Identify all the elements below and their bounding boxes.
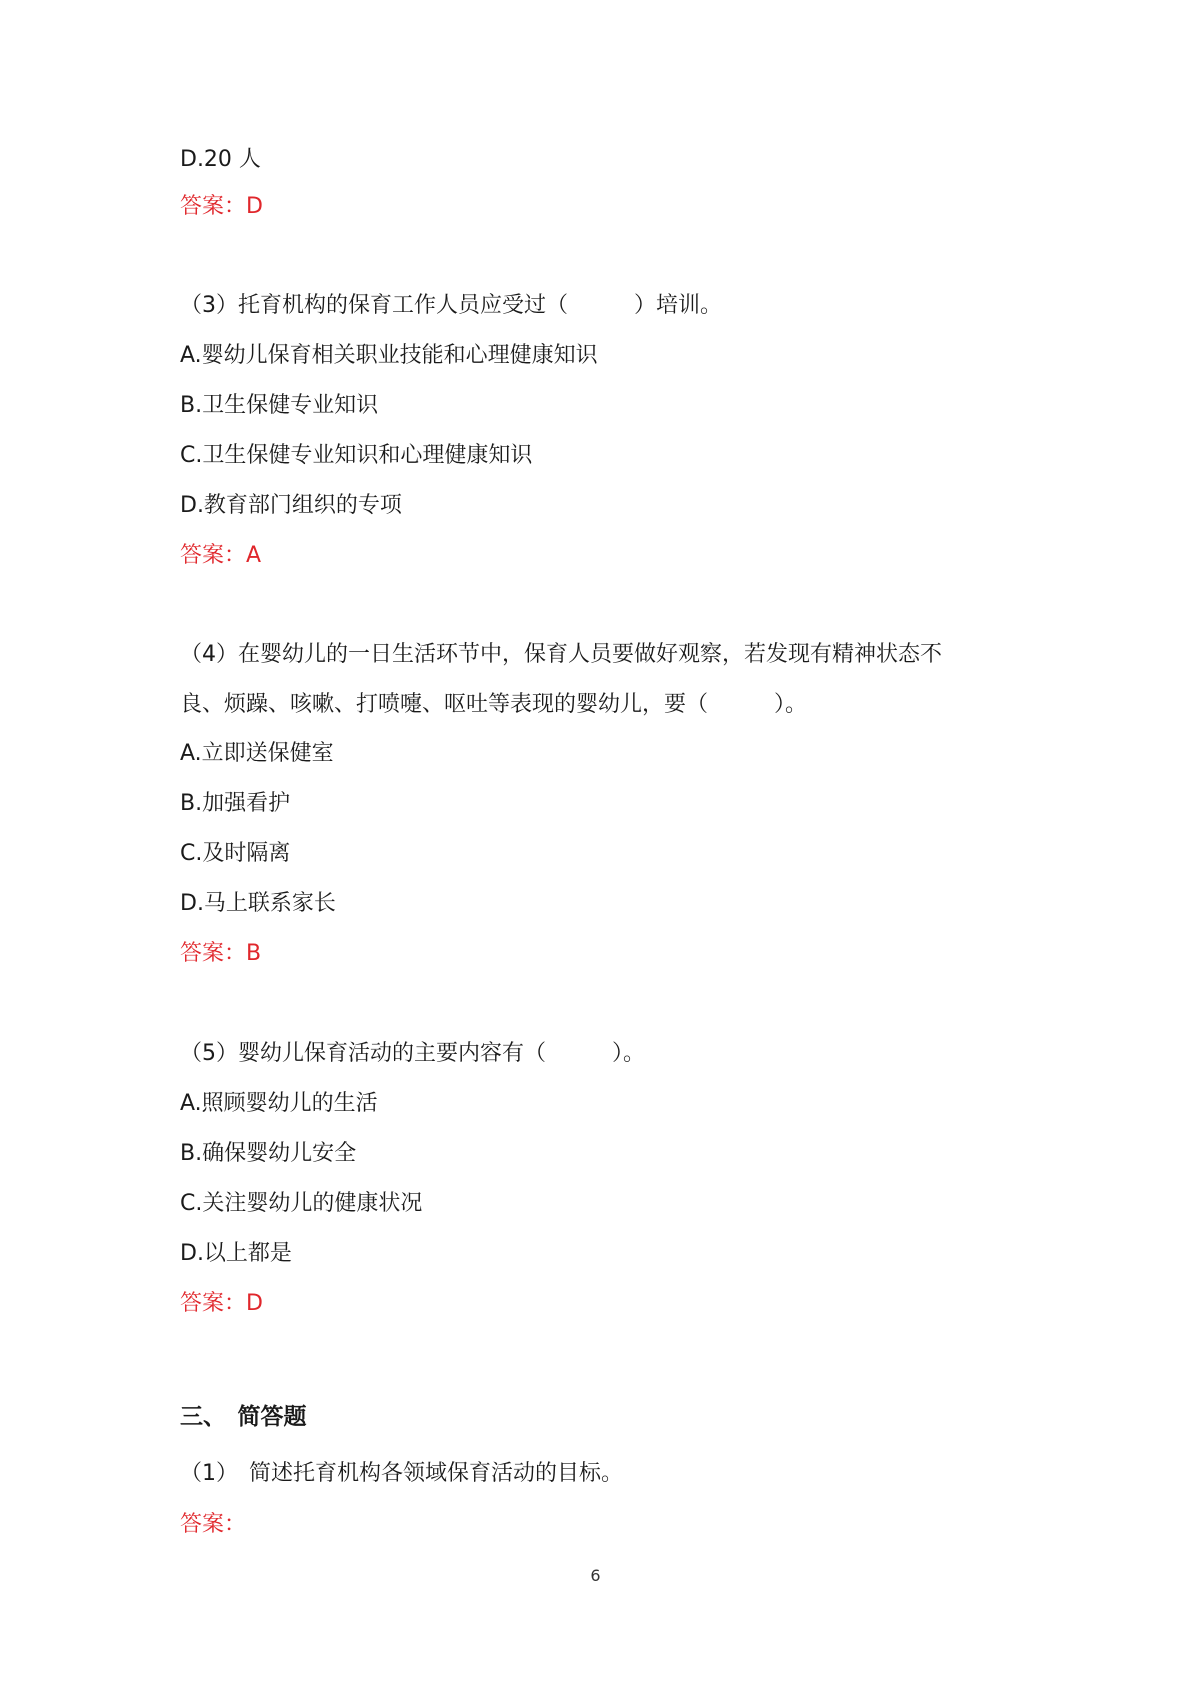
q3-option-b: B.卫生保健专业知识 xyxy=(180,393,379,418)
q5-option-b: B.确保婴幼儿安全 xyxy=(180,1141,357,1166)
q2-answer: 答案：D xyxy=(180,194,263,219)
q3-answer: 答案：A xyxy=(180,543,262,568)
q3-option-a: A.婴幼儿保育相关职业技能和心理健康知识 xyxy=(180,343,598,368)
q5-option-a: A.照顾婴幼儿的生活 xyxy=(180,1091,378,1116)
page-number: 6 xyxy=(590,1566,601,1585)
q5-option-d: D.以上都是 xyxy=(180,1241,292,1266)
q5-stem: （5）婴幼儿保育活动的主要内容有（ ）。 xyxy=(180,1041,645,1066)
q5-option-c: C.关注婴幼儿的健康状况 xyxy=(180,1191,423,1216)
s3-q1-stem: （1） 简述托育机构各领域保育活动的目标。 xyxy=(180,1461,623,1486)
q4-stem-line1: （4）在婴幼儿的一日生活环节中，保育人员要做好观察，若发现有精神状态不 xyxy=(180,642,942,667)
q4-option-b: B.加强看护 xyxy=(180,791,291,816)
q5-answer: 答案：D xyxy=(180,1291,263,1316)
q4-option-a: A.立即送保健室 xyxy=(180,741,334,766)
q2-option-d: D.20 人 xyxy=(180,147,261,172)
q4-option-c: C.及时隔离 xyxy=(180,841,291,866)
q4-stem-line2: 良、烦躁、咳嗽、打喷嚏、呕吐等表现的婴幼儿，要（ ）。 xyxy=(180,692,808,717)
q4-answer: 答案：B xyxy=(180,941,262,966)
q3-stem: （3）托育机构的保育工作人员应受过（ ）培训。 xyxy=(180,293,722,318)
q4-option-d: D.马上联系家长 xyxy=(180,891,336,916)
s3-q1-answer: 答案： xyxy=(180,1512,247,1537)
q3-option-d: D.教育部门组织的专项 xyxy=(180,493,402,518)
section-heading: 三、 简答题 xyxy=(180,1404,307,1430)
q3-option-c: C.卫生保健专业知识和心理健康知识 xyxy=(180,443,533,468)
